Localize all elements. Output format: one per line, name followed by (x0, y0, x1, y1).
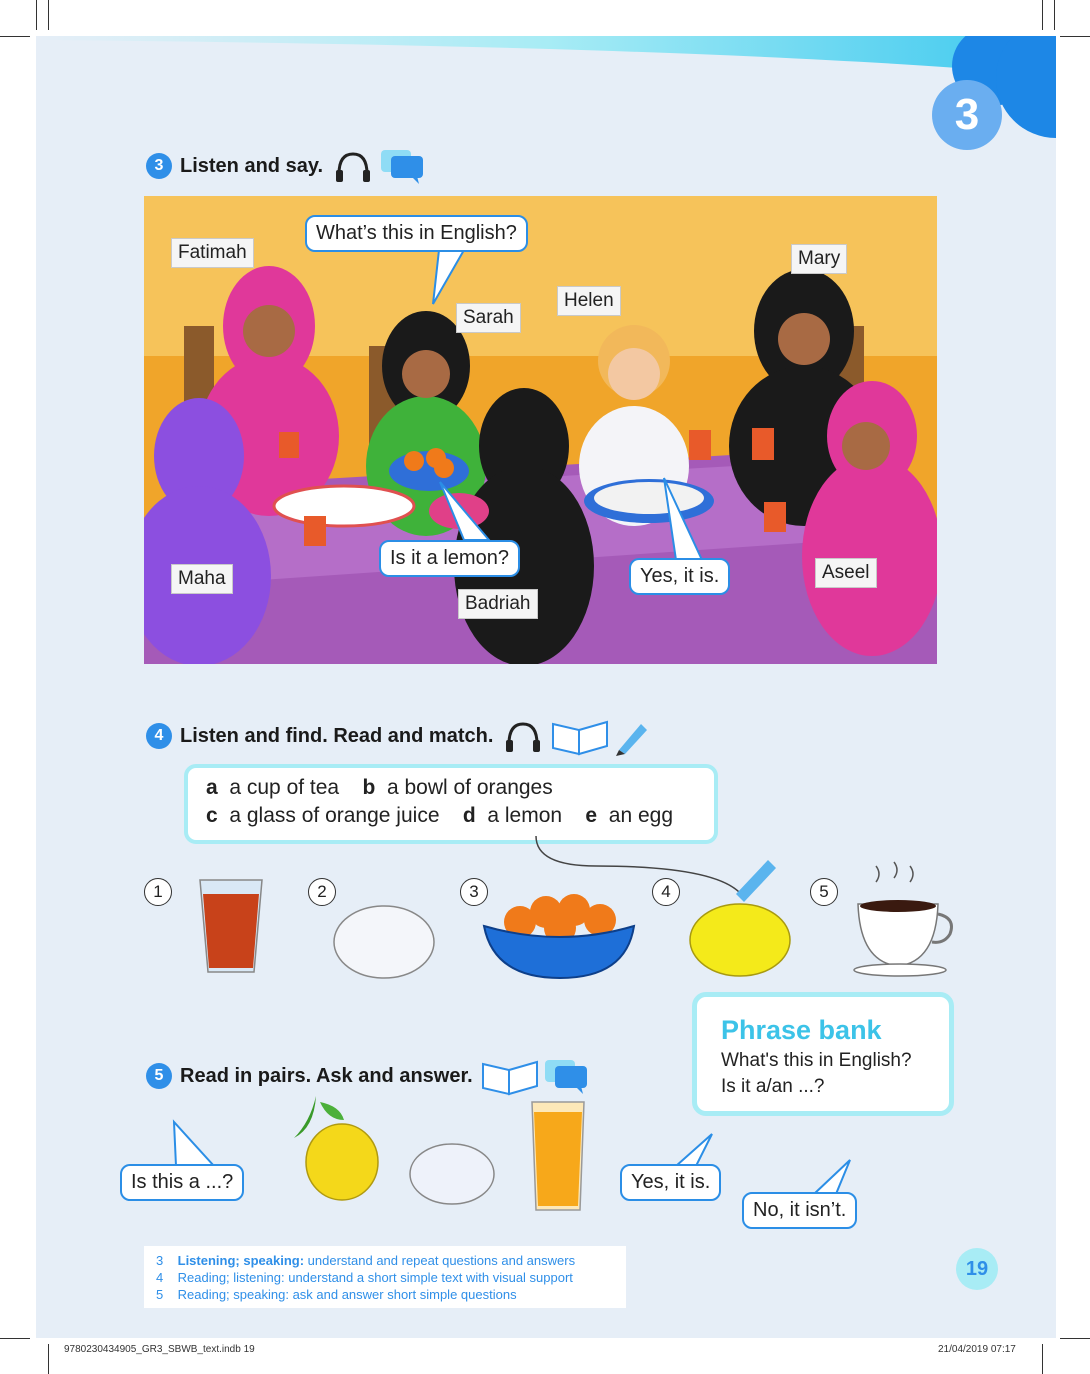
section-number: 5 (146, 1063, 172, 1089)
phrase-bank-line: What's this in English? (721, 1050, 912, 1071)
objective-desc: ask and answer short simple questions (292, 1287, 517, 1302)
speech-bubble-ask: Is this a ...? (120, 1164, 244, 1201)
crop-mark (1042, 1344, 1043, 1374)
objective-number: 3 (156, 1253, 164, 1268)
option-text: a cup of tea (229, 776, 340, 799)
crop-mark (1060, 36, 1090, 37)
phrase-bank-title: Phrase bank (721, 1015, 882, 1045)
option-letter: d (462, 804, 476, 827)
name-label-maha: Maha (171, 564, 233, 594)
egg-image (408, 1140, 498, 1210)
options-row-1 (206, 776, 553, 800)
option-letter: c (206, 804, 218, 827)
header-swoosh (36, 36, 1056, 156)
crop-mark (1060, 1338, 1090, 1339)
objective-line (156, 1286, 614, 1303)
egg-image (332, 902, 442, 982)
speech-bubble-question: What’s this in English? (305, 215, 528, 252)
speech-bubble-yes: Yes, it is. (620, 1164, 721, 1201)
headphones-icon (333, 148, 373, 184)
match-options-box (184, 764, 718, 844)
print-slug-left: 9780230434905_GR3_SBWB_text.indb 19 (64, 1344, 255, 1355)
objective-line (156, 1252, 614, 1269)
book-icon (479, 1056, 543, 1096)
speech-bubble-lemon: Is it a lemon? (379, 540, 520, 577)
headphones-icon (503, 718, 543, 754)
section-5-heading (146, 1056, 591, 1096)
lemon-with-leaf-image (280, 1092, 390, 1202)
option-letter: e (585, 804, 598, 827)
glass-of-juice-image (194, 876, 274, 976)
name-label-helen: Helen (557, 286, 621, 316)
objective-number: 5 (156, 1287, 164, 1302)
section-title: Read in pairs. Ask and answer. (180, 1064, 473, 1087)
glass-of-orange-juice-image (528, 1098, 588, 1218)
speech-bubble-icon (379, 146, 427, 186)
name-label-sarah: Sarah (456, 303, 521, 333)
name-label-aseel: Aseel (815, 558, 877, 588)
item-number: 5 (810, 878, 838, 906)
name-label-fatimah: Fatimah (171, 238, 254, 268)
section-title: Listen and say. (180, 154, 324, 177)
crop-mark (0, 1338, 30, 1339)
crop-mark (0, 36, 30, 37)
phrase-bank-box (692, 992, 954, 1116)
option-letter: b (362, 776, 376, 799)
item-number: 2 (308, 878, 336, 906)
unit-number: 3 (932, 80, 1002, 150)
option-text: a bowl of oranges (386, 776, 553, 799)
crop-mark (48, 1344, 49, 1374)
cup-of-tea-image (846, 858, 966, 978)
options-row-2 (206, 804, 673, 828)
book-icon (549, 716, 611, 756)
option-text: a glass of orange juice (229, 804, 440, 827)
textbook-page (36, 36, 1056, 1338)
crop-mark (1054, 0, 1055, 30)
section-title: Listen and find. Read and match. (180, 724, 494, 747)
bubble-tails (144, 196, 937, 664)
section-number: 3 (146, 153, 172, 179)
objective-skill: Reading; speaking: (177, 1287, 289, 1302)
pencil-icon (611, 716, 651, 756)
section-number: 4 (146, 723, 172, 749)
phrase-bank-line: Is it a/an ...? (721, 1076, 825, 1097)
print-slug-right: 21/04/2019 07:17 (938, 1344, 1016, 1355)
bowl-of-oranges-image (480, 882, 640, 982)
objective-desc: understand and repeat questions and answers (307, 1253, 576, 1268)
page-number: 19 (956, 1248, 998, 1290)
dinner-scene-illustration (144, 196, 937, 664)
option-letter: a (206, 776, 218, 799)
objective-desc: understand a short simple text with visual support (288, 1270, 573, 1285)
objective-skill: Listening; speaking: (177, 1253, 305, 1268)
speech-bubble-no: No, it isn’t. (742, 1192, 857, 1229)
crop-mark (1042, 0, 1043, 30)
objectives-footer (144, 1246, 626, 1308)
section-4-heading (146, 716, 651, 756)
name-label-badriah: Badriah (458, 589, 538, 619)
lemon-image (686, 900, 796, 980)
crop-mark (36, 0, 37, 30)
item-number: 3 (460, 878, 488, 906)
speech-bubble-icon (543, 1056, 591, 1096)
item-number: 1 (144, 878, 172, 906)
name-label-mary: Mary (791, 244, 847, 274)
section-3-heading (146, 146, 427, 186)
objective-line (156, 1269, 614, 1286)
objective-number: 4 (156, 1270, 164, 1285)
item-number: 4 (652, 878, 680, 906)
objective-skill: Reading; listening: (177, 1270, 285, 1285)
option-text: a lemon (487, 804, 563, 827)
speech-bubble-yes: Yes, it is. (629, 558, 730, 595)
option-text: an egg (608, 804, 673, 827)
crop-mark (48, 0, 49, 30)
